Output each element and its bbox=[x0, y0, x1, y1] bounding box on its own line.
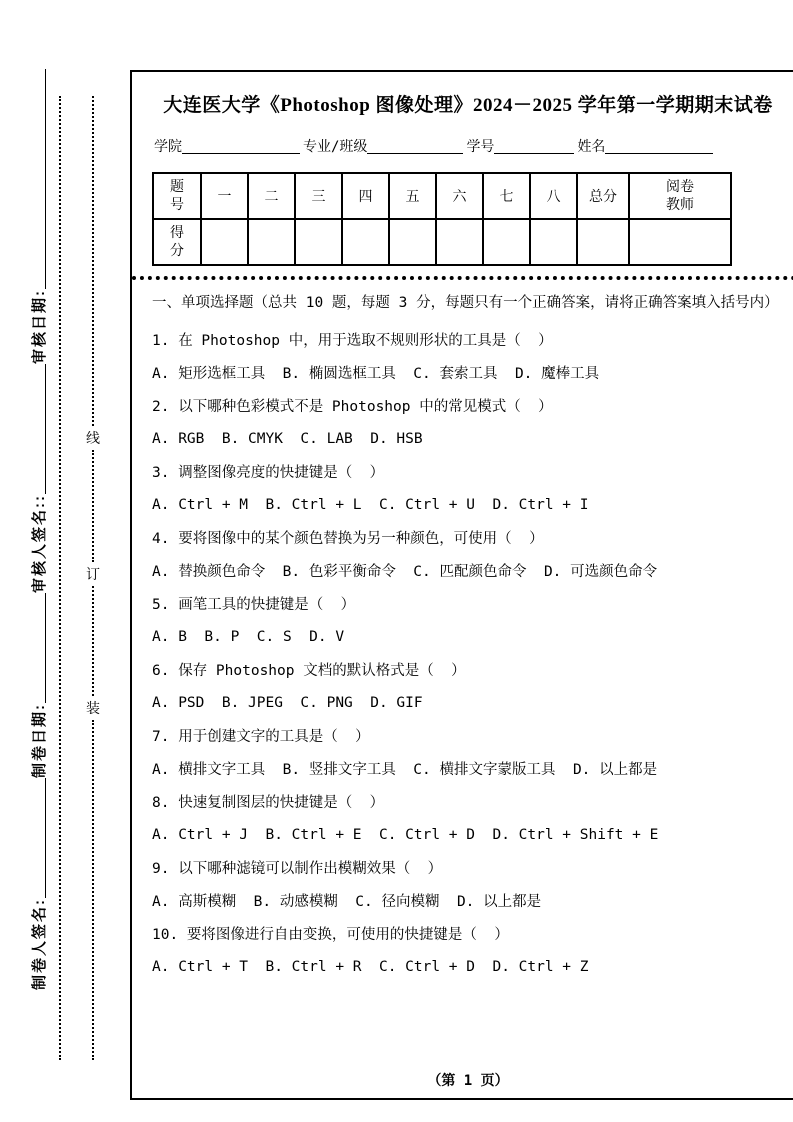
paper-maker-signature-label: 制卷人签名: bbox=[30, 898, 48, 990]
score-cell-empty bbox=[530, 219, 577, 265]
info-field-name bbox=[577, 136, 713, 156]
section-heading: 一、单项选择题（总共 10 题，每题 3 分，每题只有一个正确答案，请将正确答案填入括号内） bbox=[152, 295, 779, 311]
table-row-question-numbers bbox=[153, 173, 731, 219]
reviewer-signature-label: 审核人签名:: bbox=[30, 494, 48, 593]
exam-sheet bbox=[130, 70, 793, 1100]
question-text: 4. 要将图像中的某个颜色替换为另一种颜色，可使用（ ） bbox=[152, 531, 544, 547]
sidebar-rotated-strip bbox=[24, 70, 52, 1060]
fill-in-line bbox=[45, 364, 46, 494]
score-cell-empty bbox=[389, 219, 436, 265]
score-cell-empty bbox=[483, 219, 530, 265]
question-options: A. Ctrl + M B. Ctrl + L C. Ctrl + U D. Ctrl + I bbox=[152, 496, 589, 513]
score-column-header: 一 bbox=[201, 173, 248, 219]
score-column-header: 四 bbox=[342, 173, 389, 219]
question-text: 10. 要将图像进行自由变换，可使用的快捷键是（ ） bbox=[152, 927, 509, 943]
question-text: 9. 以下哪种滤镜可以制作出模糊效果（ ） bbox=[152, 861, 443, 877]
question-block bbox=[152, 389, 784, 455]
info-label: 学院 bbox=[154, 139, 182, 155]
binding-char-line: 线 bbox=[86, 430, 100, 446]
dotted-segment bbox=[92, 450, 94, 562]
score-column-header: 二 bbox=[248, 173, 295, 219]
score-column-header: 七 bbox=[483, 173, 530, 219]
score-cell-empty bbox=[201, 219, 248, 265]
grader-label: 阅卷教师 bbox=[666, 179, 694, 213]
info-field-major-class bbox=[303, 136, 463, 156]
grader-header-cell bbox=[629, 173, 731, 219]
info-label: 专业/班级 bbox=[303, 139, 368, 155]
binding-char-staple: 订 bbox=[86, 566, 100, 582]
question-list bbox=[152, 323, 784, 983]
table-row-scores bbox=[153, 219, 731, 265]
question-options: A. 矩形选框工具 B. 椭圆选框工具 C. 套索工具 D. 魔棒工具 bbox=[152, 366, 600, 382]
question-options: A. Ctrl + T B. Ctrl + R C. Ctrl + D D. Ctrl + Z bbox=[152, 958, 589, 975]
question-text: 1. 在 Photoshop 中，用于选取不规则形状的工具是（ ） bbox=[152, 333, 553, 349]
paper-maker-date-label: 制卷日期: bbox=[30, 703, 48, 778]
question-text: 2. 以下哪种色彩模式不是 Photoshop 中的常见模式（ ） bbox=[152, 399, 553, 415]
info-label: 姓名 bbox=[577, 139, 606, 155]
binding-dotted-line-left bbox=[59, 96, 61, 1060]
score-cell-empty bbox=[295, 219, 342, 265]
question-options: A. B B. P C. S D. V bbox=[152, 628, 345, 645]
question-block bbox=[152, 521, 784, 587]
dotted-separator bbox=[132, 276, 793, 280]
student-info-line bbox=[152, 136, 784, 156]
question-text: 6. 保存 Photoshop 文档的默认格式是（ ） bbox=[152, 663, 466, 679]
question-text: 7. 用于创建文字的工具是（ ） bbox=[152, 729, 370, 745]
question-options: A. 横排文字工具 B. 竖排文字工具 C. 横排文字蒙版工具 D. 以上都是 bbox=[152, 762, 658, 778]
score-row-label-cell bbox=[153, 173, 201, 219]
question-text: 8. 快速复制图层的快捷键是（ ） bbox=[152, 795, 385, 811]
question-text: 5. 画笔工具的快捷键是（ ） bbox=[152, 597, 356, 613]
question-block bbox=[152, 785, 784, 851]
sidebar-signature-column bbox=[24, 70, 52, 1060]
score-column-header: 三 bbox=[295, 173, 342, 219]
page-number: （第 1 页） bbox=[427, 1073, 509, 1089]
fill-in-line bbox=[367, 151, 463, 154]
question-block bbox=[152, 719, 784, 785]
review-date-label: 审核日期: bbox=[30, 289, 48, 364]
score-column-header: 六 bbox=[436, 173, 483, 219]
score-cell-empty bbox=[342, 219, 389, 265]
question-options: A. PSD B. JPEG C. PNG D. GIF bbox=[152, 694, 423, 711]
dotted-segment bbox=[92, 586, 94, 696]
info-field-college bbox=[154, 136, 300, 156]
fill-in-line bbox=[182, 151, 300, 154]
score-row-label-cell bbox=[153, 219, 201, 265]
question-block bbox=[152, 587, 784, 653]
dotted-segment bbox=[92, 96, 94, 426]
binding-dotted-line-right bbox=[85, 96, 101, 1060]
fill-in-line bbox=[494, 151, 574, 154]
question-text: 3. 调整图像亮度的快捷键是（ ） bbox=[152, 465, 385, 481]
exam-title: 大连医大学《Photoshop 图像处理》2024－2025 学年第一学期期末试卷 bbox=[163, 95, 773, 116]
score-table bbox=[152, 172, 732, 266]
question-block bbox=[152, 653, 784, 719]
question-options: A. 高斯模糊 B. 动感模糊 C. 径向模糊 D. 以上都是 bbox=[152, 894, 542, 910]
score-cell-empty bbox=[577, 219, 629, 265]
question-number-label: 题号 bbox=[170, 179, 184, 213]
score-column-header: 八 bbox=[530, 173, 577, 219]
score-cell-empty bbox=[629, 219, 731, 265]
info-field-student-id bbox=[466, 136, 574, 156]
question-block bbox=[152, 917, 784, 983]
score-label: 得分 bbox=[170, 225, 184, 259]
question-block bbox=[152, 323, 784, 389]
score-column-header: 总分 bbox=[577, 173, 629, 219]
fill-in-line bbox=[45, 69, 46, 289]
binding-char-bind: 装 bbox=[86, 700, 100, 716]
fill-in-line bbox=[45, 778, 46, 898]
fill-in-line bbox=[605, 151, 713, 154]
question-options: A. RGB B. CMYK C. LAB D. HSB bbox=[152, 430, 423, 447]
question-block bbox=[152, 851, 784, 917]
dotted-segment bbox=[92, 720, 94, 1060]
question-options: A. Ctrl + J B. Ctrl + E C. Ctrl + D D. Ctrl + Shift + E bbox=[152, 826, 659, 843]
score-cell-empty bbox=[248, 219, 295, 265]
score-cell-empty bbox=[436, 219, 483, 265]
question-options: A. 替换颜色命令 B. 色彩平衡命令 C. 匹配颜色命令 D. 可选颜色命令 bbox=[152, 564, 658, 580]
question-block bbox=[152, 455, 784, 521]
fill-in-line bbox=[45, 593, 46, 703]
info-label: 学号 bbox=[466, 139, 495, 155]
score-column-header: 五 bbox=[389, 173, 436, 219]
